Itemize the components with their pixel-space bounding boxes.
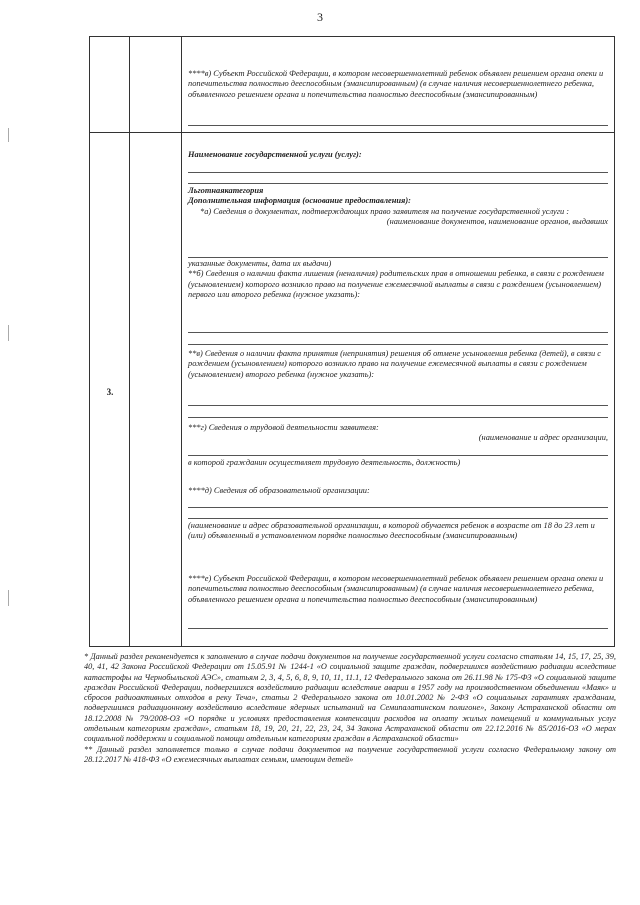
scan-mark [8, 325, 9, 341]
item-e-answer-line[interactable] [188, 628, 608, 629]
column-divider-1 [129, 37, 130, 646]
item-g-block [188, 423, 608, 444]
service-name-line-2[interactable] [188, 183, 608, 184]
application-form-table [89, 36, 615, 647]
item-b-text: **б) Сведения о наличии факта лишения (неналичия) родительских прав в отношении ребенка, в связи с рождением (усыновлением) которого возникло право на получение ежемесячной выплаты в связи с рождением (усыновлением) первого или второго ребенка (нужное указать): [188, 269, 604, 300]
item-g-text: ***г) Сведения о трудовой деятельности заявителя: [188, 423, 379, 432]
item-e-text: ****е) Субъект Российской Федерации, в котором несовершеннолетний ребенок объявлен решением органа опеки и попечительства полностью дееспособным (эмансипированным) (в случае наличия несовершеннолетнего ребенка, объявленного решением органа и попечительства полностью дееспособным (эмансипированным) [188, 574, 604, 604]
scan-mark [8, 128, 9, 142]
item-d-block [188, 486, 608, 496]
footnotes [84, 652, 616, 765]
service-name-line-1[interactable] [188, 172, 608, 173]
column-divider-2 [181, 37, 182, 646]
item-g-answer-line[interactable] [188, 455, 608, 456]
item-e-block [188, 574, 608, 605]
additional-info-label: Дополнительная информация (основание предоставления): [188, 196, 411, 206]
item-a-text: *а) Сведения о документах, подтверждающих право заявителя на получение государственной услуги : [200, 206, 570, 216]
item-b-block [188, 259, 608, 301]
item-a-hint: (наименование документов, наименование органов, выдавших [386, 217, 608, 227]
item-d-answer-line-2[interactable] [188, 518, 608, 519]
item-g-hint-2: в которой гражданин осуществляет трудовую деятельность, должность) [188, 458, 461, 467]
row-divider [90, 132, 614, 133]
item-v-answer-line-2[interactable] [188, 417, 608, 418]
footnote-1: * Данный раздел рекомендуется к заполнению в случае подачи документов на получение государственной услуги согласно статьям 14, 15, 17, 25, 39, 40, 41, 42 Закона Российской Федерации от 15.05.91 № 1244-1 «О социальной защите граждан, подвергшихся воздействию радиации вследствие катастрофы на Чернобыльской АЭС», статьям 2, 3, 4, 5, 6, 8, 9, 10, 11, 11.1, 12 Федерального закона от 26.11.98 № 175-ФЗ «О социальной защите граждан Российской Федерации, подвергшихся воздействию радиации вследствие аварии в 1957 году на производственном объединении «Маяк» и сбросов радиоактивных отходов в реку Теча», статьи 2 Федерального закона от 10.01.2002 № 2-ФЗ «О социальных гарантиях гражданам, подвергшимся радиационному воздействию вследствие ядерных испытаний на Семипалатинском полигоне», Закону Астраханской области от 18.12.2008 № 79/2008-ОЗ «О порядке и условиях предоставления компенсации расходов на оплату жилых помещений и коммунальных услуг отдельным категориям граждан», статьям 18, 19, 20, 21, 22, 23, 24, 34 Закона Астраханской области от 22.12.2016 № 85/2016-ОЗ «О мерах социальной поддержки и социальной помощи отдельным категориям граждан в Астраханской области» [84, 652, 616, 744]
category-block [188, 186, 608, 228]
emancipation-answer-line[interactable] [188, 125, 608, 126]
item-a-answer-line[interactable] [188, 257, 608, 258]
emancipation-region-text: ****в) Субъект Российской Федерации, в котором несовершеннолетний ребенок объявлен решением органа опеки и попечительства полностью дееспособным (эмансипированным) (в случае наличия несовершеннолетнего ребенка, объявленного решением органа и попечительства полностью дееспособным (эмансипированным) [188, 69, 604, 99]
service-name-block [188, 150, 608, 160]
item-g-hint-2-block [188, 458, 608, 468]
row-number: 3. [106, 387, 114, 397]
item-b-answer-line-1[interactable] [188, 332, 608, 333]
service-name-label: Наименование государственной услуги (услуг): [188, 150, 362, 159]
item-v-text: **в) Сведения о наличии факта принятия (непринятия) решения об отмене усыновления ребенка (детей), в связи с рождением (усыновлением) которого возникло право на получение ежемесячной выплаты в связи с рождением (усыновлением) второго ребенка (нужное указать): [188, 349, 601, 379]
benefit-category-label: Льготнаякатегория [188, 186, 264, 195]
item-g-hint: (наименование и адрес организации, [478, 433, 608, 443]
item-d-text: ****д) Сведения об образовательной организации: [188, 486, 370, 495]
item-v-block [188, 349, 608, 380]
item-d-hint-block [188, 521, 608, 542]
scan-mark [8, 590, 9, 606]
item-d-answer-line-1[interactable] [188, 507, 608, 508]
item-v-answer-line-1[interactable] [188, 405, 608, 406]
item-d-hint: (наименование и адрес образовательной организации, в которой обучается ребенок в возрасте от 18 до 23 лет и (или) объявленный в установленном порядке полностью дееспособным (эмансипированным) [188, 521, 595, 541]
item-b-answer-line-2[interactable] [188, 344, 608, 345]
item-a-hint-2: указанные документы, дата их выдачи) [188, 259, 332, 268]
footnote-2: ** Данный раздел заполняется только в случае подачи документов на получение государственной услуги согласно Федеральному закону от 28.12.2017 № 418-ФЗ «О ежемесячных выплатах семьям, имеющим детей» [84, 744, 616, 764]
page-number: 3 [317, 10, 323, 24]
